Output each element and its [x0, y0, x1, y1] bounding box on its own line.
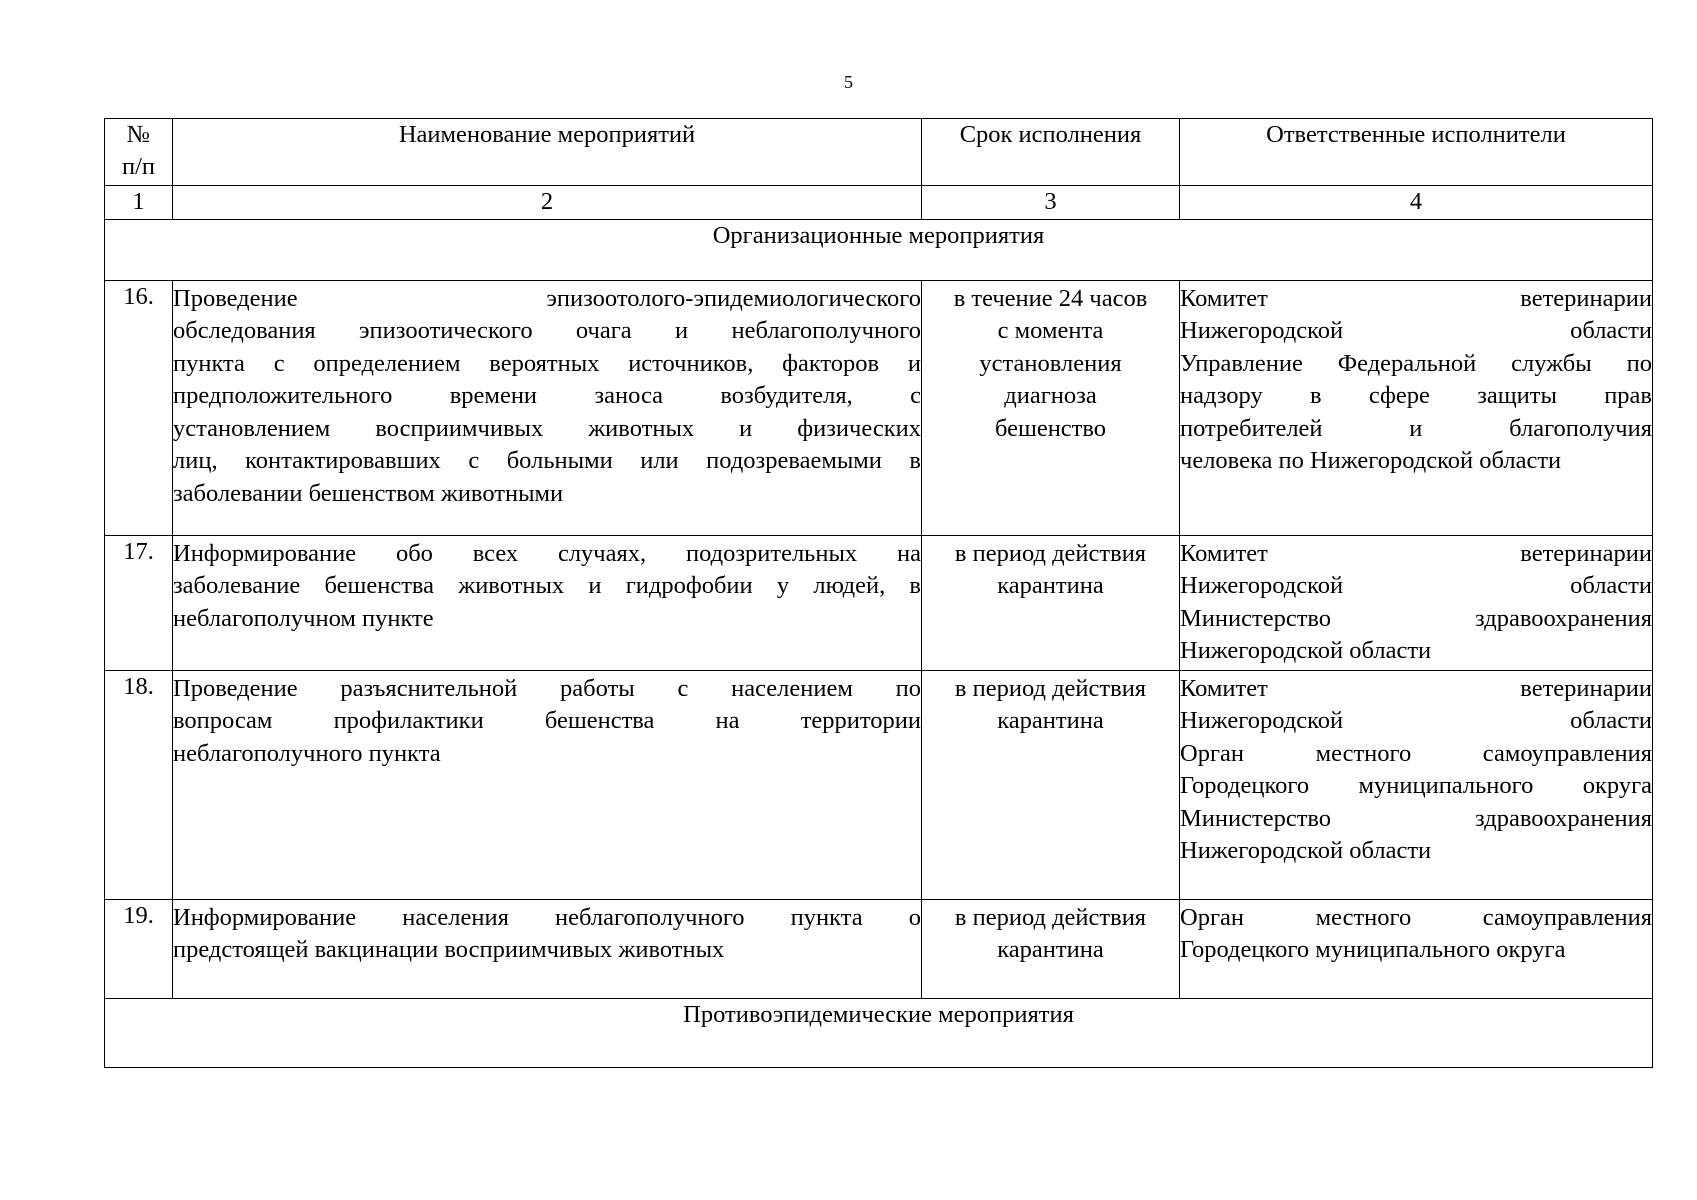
- term-line: в течение 24 часов: [953, 284, 1148, 312]
- resp-line: Нижегородской области: [1180, 637, 1432, 664]
- term-line: карантина: [997, 572, 1104, 599]
- row-term: [922, 280, 1180, 535]
- resp-line: надзору в сфере защиты прав: [1180, 382, 1652, 409]
- desc-line: заболевание бешенства животных и гидрофобии у людей, в: [173, 572, 921, 599]
- section-title: Организационные мероприятия: [105, 219, 1653, 280]
- resp-line: человека по Нижегородской области: [1180, 447, 1562, 474]
- header-term: Срок исполнения: [922, 119, 1180, 186]
- table-row: [105, 899, 1653, 998]
- table-row: [105, 280, 1653, 535]
- row-description: [173, 899, 922, 998]
- row-term: [922, 670, 1180, 899]
- header-resp: Ответственные исполнители: [1180, 119, 1653, 186]
- row-number: 18.: [105, 670, 173, 899]
- resp-line: Нижегородской области: [1180, 707, 1652, 734]
- index-cell: 4: [1180, 186, 1653, 220]
- header-name: Наименование мероприятий: [173, 119, 922, 186]
- desc-line: Проведение разъяснительной работы с населением по: [173, 674, 921, 702]
- resp-line: Нижегородской области: [1180, 572, 1652, 599]
- measures-table: [104, 118, 1653, 1068]
- section-row-antiepidemic: [105, 998, 1653, 1067]
- table-row: [105, 535, 1653, 670]
- index-cell: 3: [922, 186, 1180, 220]
- desc-line: лиц, контактировавших с больными или подозреваемыми в: [173, 447, 921, 474]
- index-row: [105, 186, 1653, 220]
- desc-line: установлением восприимчивых животных и физических: [173, 414, 921, 442]
- resp-line: Комитет ветеринарии: [1180, 284, 1652, 312]
- desc-line: Информирование обо всех случаях, подозрительных на: [173, 539, 921, 567]
- desc-line: Информирование населения неблагополучного пункта о: [173, 903, 921, 931]
- desc-line: предстоящей вакцинации восприимчивых животных: [173, 936, 725, 963]
- resp-line: Городецкого муниципального округа: [1180, 772, 1652, 799]
- term-line: карантина: [997, 936, 1104, 963]
- desc-line: вопросам профилактики бешенства на территории: [173, 707, 921, 734]
- term-line: карантина: [997, 707, 1104, 734]
- resp-line: Орган местного самоуправления: [1180, 739, 1652, 767]
- row-responsible: [1180, 280, 1653, 535]
- term-line: с момента: [997, 317, 1104, 344]
- row-term: [922, 899, 1180, 998]
- desc-line: заболевании бешенством животными: [173, 479, 564, 507]
- table-row: [105, 670, 1653, 899]
- term-line: диагноза: [1004, 382, 1097, 409]
- row-responsible: [1180, 899, 1653, 998]
- section-title: Противоэпидемические мероприятия: [105, 998, 1653, 1067]
- desc-line: пункта с определением вероятных источников, факторов и: [173, 349, 921, 377]
- row-number: 17.: [105, 535, 173, 670]
- header-row: [105, 119, 1653, 186]
- row-description: [173, 670, 922, 899]
- section-row-organizational: [105, 219, 1653, 280]
- desc-line: обследования эпизоотического очага и неблагополучного: [173, 317, 921, 344]
- resp-line: Комитет ветеринарии: [1180, 674, 1652, 702]
- term-line: бешенство: [994, 414, 1107, 442]
- desc-line: неблагополучном пункте: [173, 604, 434, 632]
- resp-line: Орган местного самоуправления: [1180, 903, 1652, 931]
- term-line: в период действия: [954, 903, 1147, 931]
- page-number: 5: [844, 72, 853, 92]
- resp-line: Нижегородской области: [1180, 317, 1652, 344]
- term-line: в период действия: [954, 674, 1147, 702]
- resp-line: Городецкого муниципального округа: [1180, 936, 1566, 963]
- resp-line: Министерство здравоохранения: [1180, 604, 1652, 632]
- desc-line: неблагополучного пункта: [173, 739, 441, 767]
- row-number: 16.: [105, 280, 173, 535]
- term-line: установления: [979, 349, 1122, 377]
- index-cell: 1: [105, 186, 173, 220]
- resp-line: Управление Федеральной службы по: [1180, 349, 1652, 377]
- resp-line: Нижегородской области: [1180, 837, 1432, 864]
- header-num: № п/п: [105, 119, 173, 186]
- row-responsible: [1180, 670, 1653, 899]
- index-cell: 2: [173, 186, 922, 220]
- desc-line: предположительного времени заноса возбудителя, с: [173, 382, 921, 409]
- resp-line: Министерство здравоохранения: [1180, 804, 1652, 832]
- row-number: 19.: [105, 899, 173, 998]
- row-term: [922, 535, 1180, 670]
- desc-line: Проведение эпизоотолого-эпидемиологического: [173, 284, 921, 312]
- row-description: [173, 535, 922, 670]
- resp-line: Комитет ветеринарии: [1180, 539, 1652, 567]
- row-description: [173, 280, 922, 535]
- resp-line: потребителей и благополучия: [1180, 414, 1652, 442]
- row-responsible: [1180, 535, 1653, 670]
- term-line: в период действия: [954, 539, 1147, 567]
